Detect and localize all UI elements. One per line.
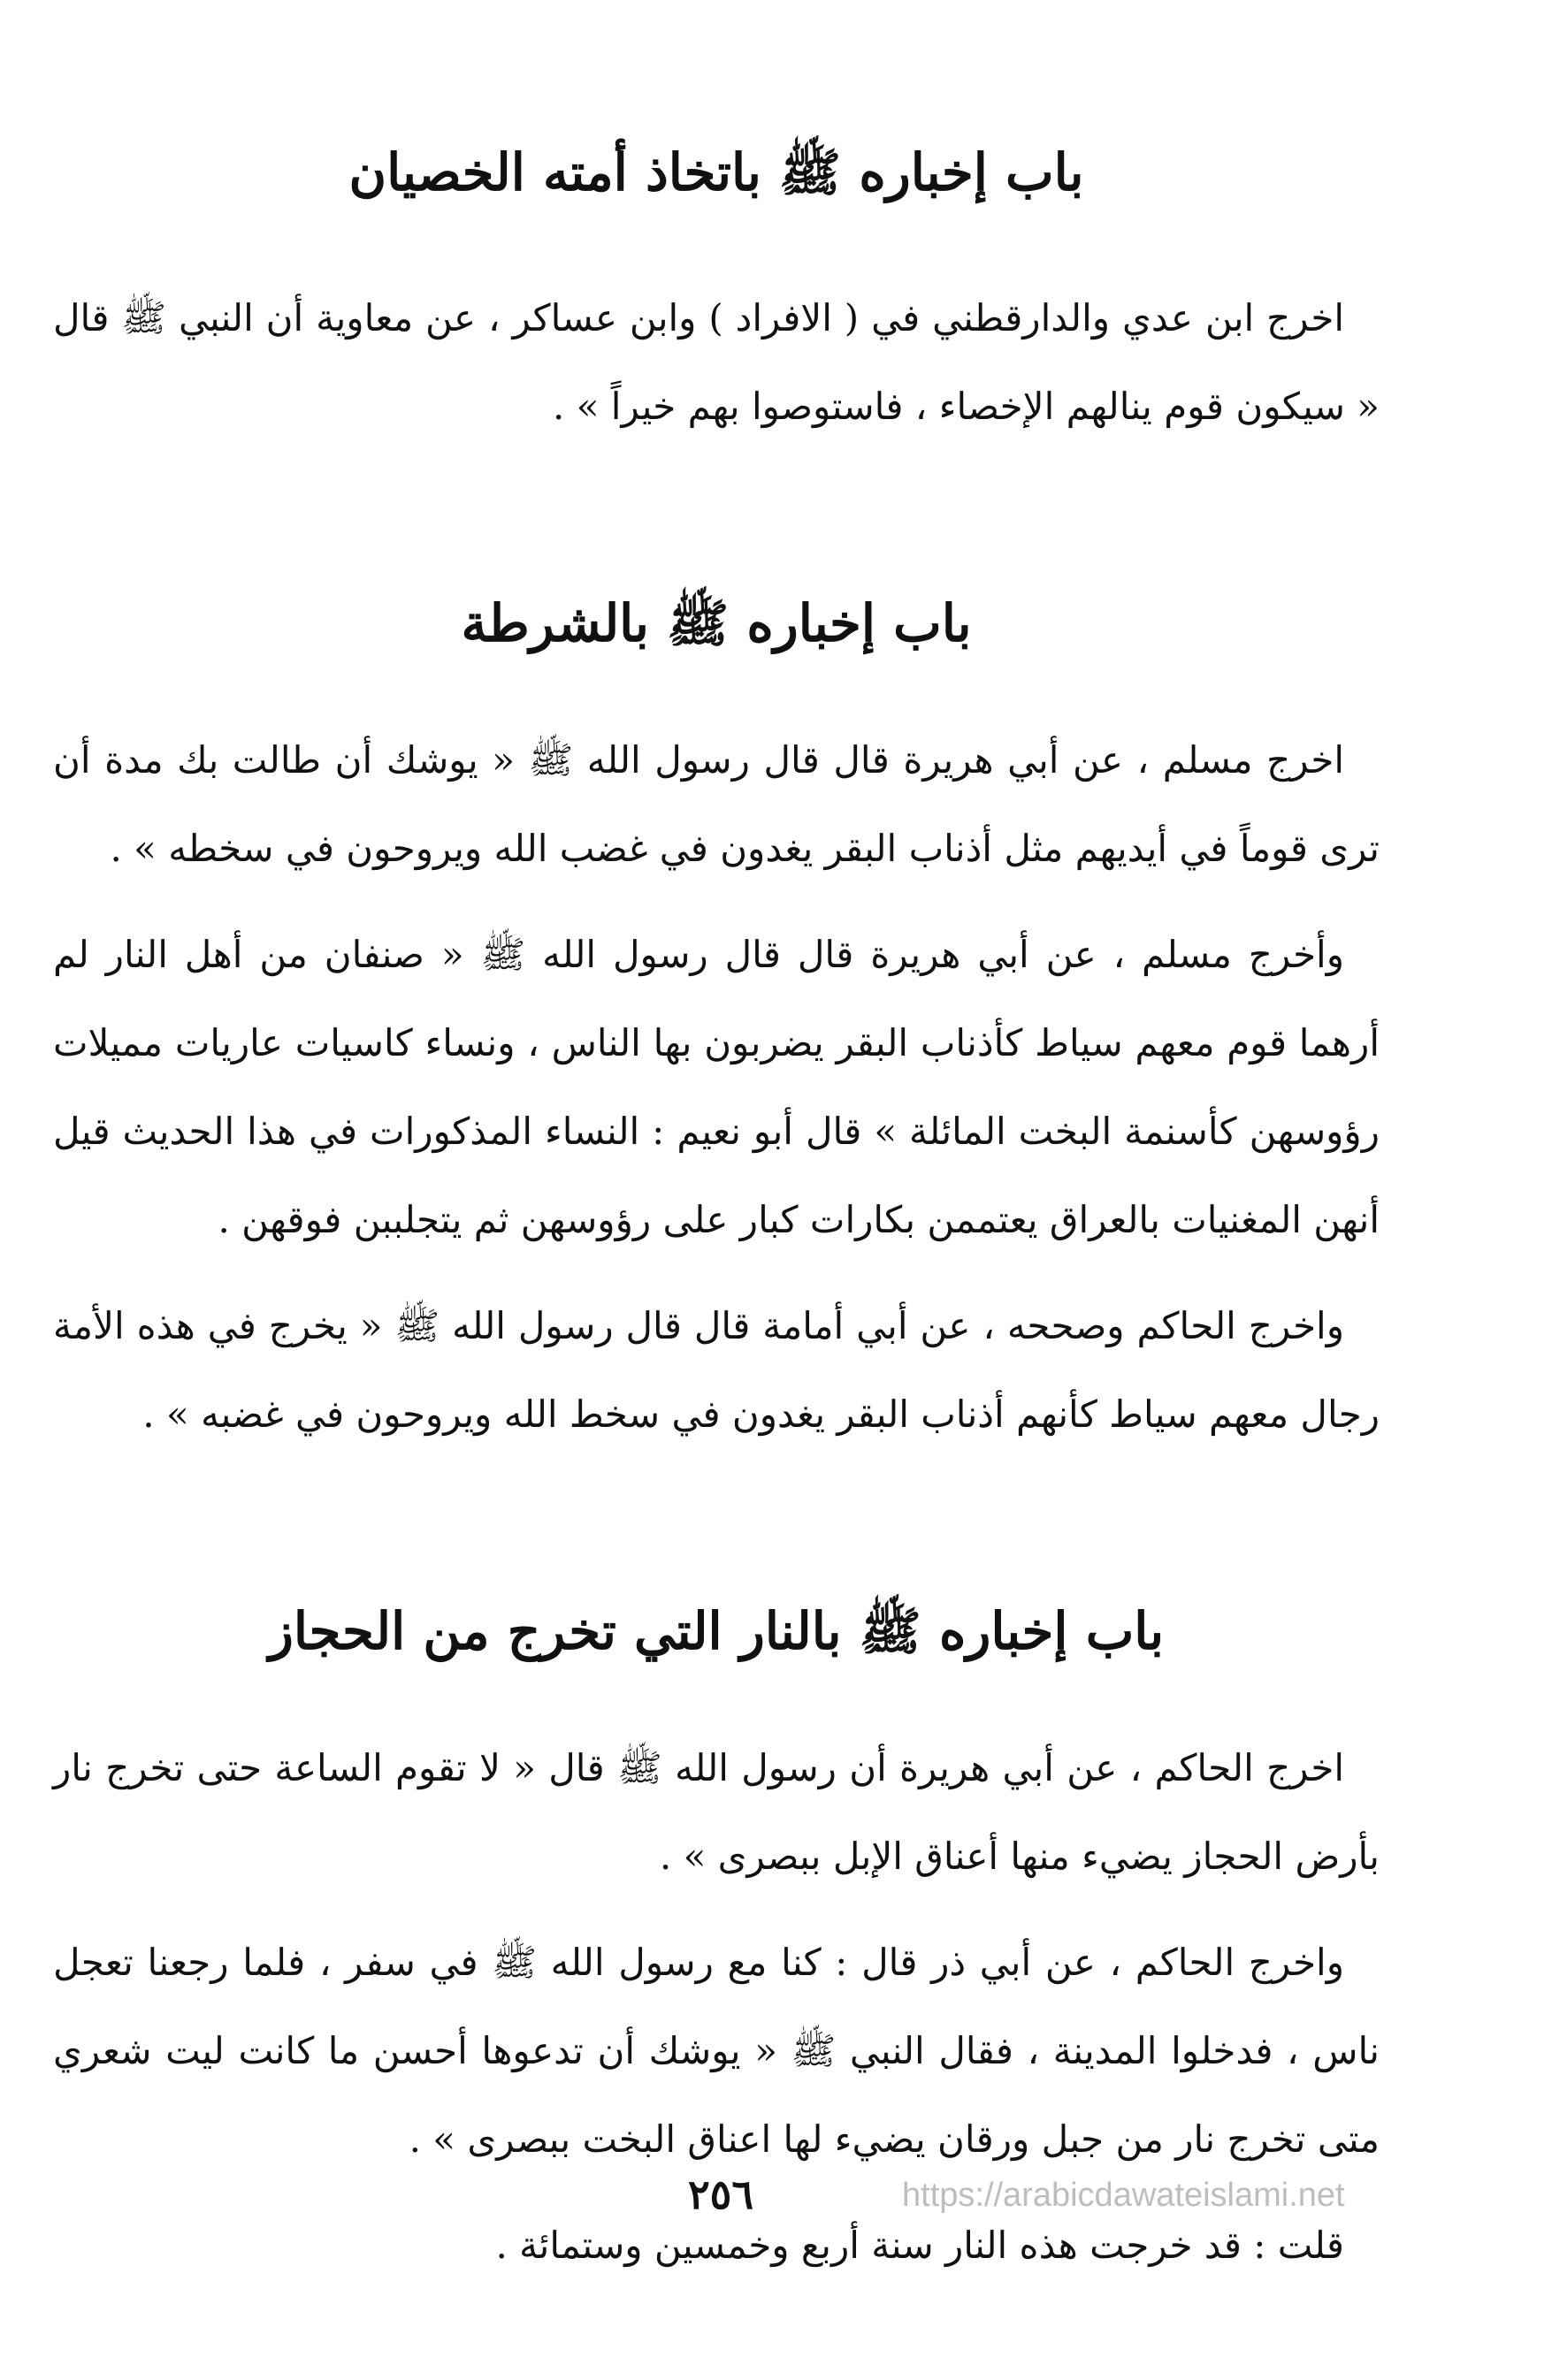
paragraph: اخرج ابن عدي والدارقطني في ( الافراد ) وابن عساكر ، عن معاوية أن النبي ﷺ قال « سيكون قوم ينالهم الإخصاء ، فاستوصوا بهم خيراً » .	[53, 296, 1380, 428]
paragraph-gap	[53, 893, 1380, 911]
page-number: ٢٥٦	[687, 2170, 754, 2218]
paragraph: وأخرج مسلم ، عن أبي هريرة قال قال رسول الله ﷺ « صنفان من أهل النار لم أرهما قوم معهم سياط كأذناب البقر يضربون بها الناس ، ونساء كاسيات عاريات مميلات رؤوسهن كأسنمة البخت المائلة » قال أبو نعيم : النساء المذكورات في هذا الحديث قيل أنهن المغنيات بالعراق يعتممن بكارات كبار على رؤوسهن ثم يتجلببن فوقهن .	[53, 933, 1380, 1241]
paragraph-gap	[53, 1264, 1380, 1282]
page-content	[53, 133, 1380, 2290]
paragraph: اخرج الحاكم ، عن أبي هريرة أن رسول الله ﷺ قال « لا تقوم الساعة حتى تخرج نار بأرض الحجاز يضيء منها أعناق الإبل ببصرى » .	[53, 1746, 1380, 1878]
section-title-eunuchs: باب إخباره ﷺ باتخاذ أمته الخصيان	[348, 142, 1084, 202]
paragraph: واخرج الحاكم وصححه ، عن أبي أمامة قال قال رسول الله ﷺ « يخرج في هذه الأمة رجال معهم سياط كأنهم أذناب البقر يغدون في سخط الله ويروحون في غضبه » .	[53, 1304, 1380, 1436]
section-title-police: باب إخباره ﷺ بالشرطة	[461, 593, 972, 653]
watermark-url: https://arabicdawateislami.net	[902, 2177, 1345, 2214]
paragraph: قلت : قد خرجت هذه النار سنة أربع وخمسين وستمائة .	[495, 2224, 1344, 2267]
paragraph-gap	[53, 1901, 1380, 1918]
section-title-hijaz-fire: باب إخباره ﷺ بالنار التي تخرج من الحجاز	[268, 1601, 1165, 1661]
paragraph: واخرج الحاكم ، عن أبي ذر قال : كنا مع رسول الله ﷺ في سفر ، فلما رجعنا تعجل ناس ، فدخلوا المدينة ، فقال النبي ﷺ « يوشك أن تدعوها أحسن ما كانت ليت شعري متى تخرج نار من جبل ورقان يضيء لها اعناق البخت ببصرى » .	[53, 1941, 1380, 2161]
paragraph: اخرج مسلم ، عن أبي هريرة قال قال رسول الله ﷺ « يوشك أن طالت بك مدة أن ترى قوماً في أيديهم مثل أذناب البقر يغدون في غضب الله ويروحون في سخطه » .	[53, 738, 1380, 870]
